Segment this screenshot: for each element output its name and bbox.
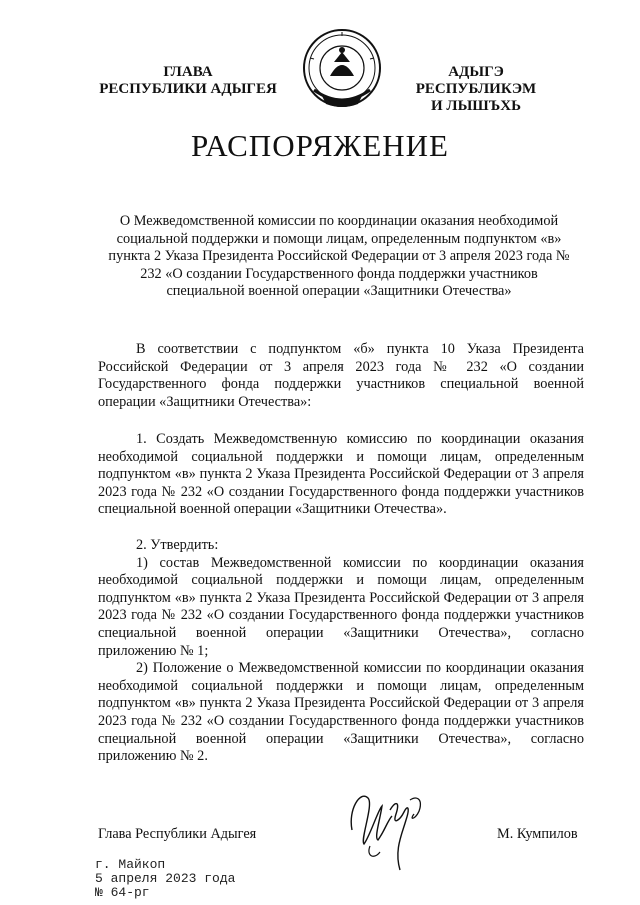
stamp-number: № 64-рг xyxy=(95,885,150,900)
header-left-line1: ГЛАВА xyxy=(163,64,213,80)
header-right-line1: АДЫГЭ РЕСПУБЛИКЭМ xyxy=(415,64,537,97)
stamp-date: 5 апреля 2023 года xyxy=(95,871,236,886)
document-subject: О Межведомственной комиссии по координации оказания необходимой социальной поддержки и помощи лицам, определенным подпунктом «в» пункта 2 Указа Президента Российской Федерации от 3 апреля 2023 года № 232 «О создании Государственного фонда поддержки участников специальной военной операции «Защитники Отечества» xyxy=(108,213,570,300)
document-title: РАСПОРЯЖЕНИЕ xyxy=(191,128,449,163)
item-2-1-text: 1) состав Межведомственной комиссии по координации оказания необходимой социальной поддержки и помощи лицам, определенным подпунктом «в» пункта 2 Указа Президента Российской Федерации от 3 апреля 2023 года № 232 «О создании Государственного фонда поддержки участников специальной военной операции «Защитники Отечества», согласно приложению № 1; xyxy=(98,554,584,659)
header-right-line2: И ЛЫШЪХЬ xyxy=(430,98,522,114)
preamble-paragraph xyxy=(98,341,584,411)
signatory-position: Глава Республики Адыгея xyxy=(98,826,257,842)
header-left xyxy=(88,64,288,98)
item-2-heading: 2. Утвердить: xyxy=(136,537,219,553)
registration-stamp xyxy=(95,858,235,900)
item-2-section xyxy=(98,537,584,766)
item-2-2-text: 2) Положение о Межведомственной комиссии по координации оказания необходимой социальной поддержки и помощи лицам, определенным подпунктом «в» пункта 2 Указа Президента Российской Федерации от 3 апреля 2023 года № 232 «О создании Государственного фонда поддержки участников специальной военной операции «Защитники Отечества», согласно приложению № 2. xyxy=(98,660,584,765)
preamble-text: В соответствии с подпунктом «б» пункта 10 Указа Президента Российской Федерации от 3 апреля 2023 года № 232 «О создании Государственного фонда поддержки участников специальной военной операции «Защитники Отечества»: xyxy=(98,341,584,410)
coat-of-arms-emblem xyxy=(300,28,384,112)
signatory-name: М. Кумпилов xyxy=(497,826,578,842)
item-1-paragraph xyxy=(98,431,584,519)
stamp-city: г. Майкоп xyxy=(95,857,166,872)
header-right xyxy=(392,64,560,115)
handwritten-signature xyxy=(330,770,450,880)
item-1-text: 1. Создать Межведомственную комиссию по координации оказания необходимой социальной поддержки и помощи лицам, определенным подпунктом «в» пункта 2 Указа Президента Российской Федерации от 3 апреля 2023 года № 232 «О создании Государственного фонда поддержки участников специальной военной операции «Защитники Отечества». xyxy=(98,431,584,518)
header-left-line2: РЕСПУБЛИКИ АДЫГЕЯ xyxy=(99,81,277,97)
